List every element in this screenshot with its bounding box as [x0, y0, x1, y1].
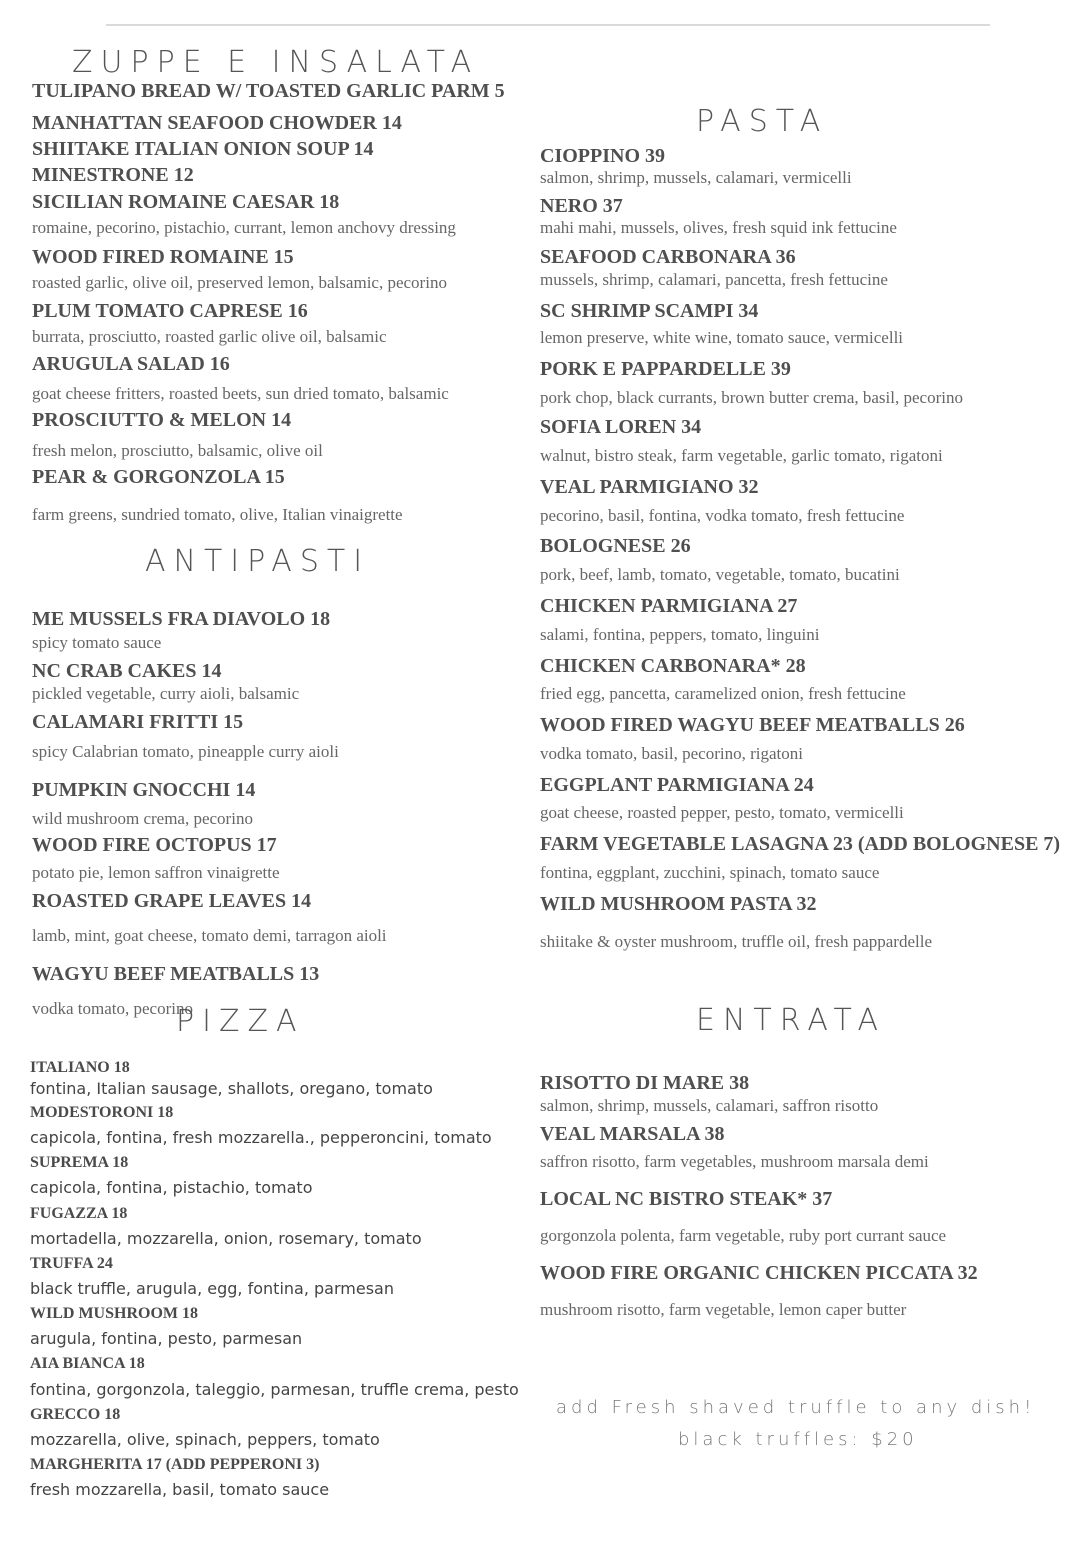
- top-divider: [106, 24, 990, 26]
- menu-item-desc: saffron risotto, farm vegetables, mushroom marsala demi: [540, 1152, 929, 1171]
- menu-item-desc: spicy Calabrian tomato, pineapple curry aioli: [32, 742, 339, 761]
- menu-item-name: PUMPKIN GNOCCHI 14: [32, 779, 256, 801]
- pizza-item-desc: arugula, fontina, pesto, parmesan: [30, 1329, 303, 1348]
- menu-item-name: PROSCIUTTO & MELON 14: [32, 409, 292, 431]
- pizza-item-name: AIA BIANCA 18: [30, 1355, 145, 1372]
- menu-item-desc: fontina, eggplant, zucchini, spinach, tomato sauce: [540, 863, 880, 882]
- section-title-entrata: ENTRATA: [696, 1003, 887, 1038]
- pizza-item-name: SUPREMA 18: [30, 1154, 129, 1171]
- menu-item-name: ME MUSSELS FRA DIAVOLO 18: [32, 608, 331, 630]
- menu-item-name: MANHATTAN SEAFOOD CHOWDER 14: [32, 112, 402, 134]
- pizza-item-desc: fontina, Italian sausage, shallots, oregano, tomato: [30, 1079, 433, 1098]
- menu-item-desc: mahi mahi, mussels, olives, fresh squid ink fettucine: [540, 218, 897, 237]
- menu-item-desc: goat cheese, roasted pepper, pesto, tomato, vermicelli: [540, 803, 904, 822]
- menu-item-name: WAGYU BEEF MEATBALLS 13: [32, 963, 320, 985]
- menu-item-name: NC CRAB CAKES 14: [32, 660, 222, 682]
- menu-item-name: ARUGULA SALAD 16: [32, 353, 230, 375]
- menu-item-desc: farm greens, sundried tomato, olive, Italian vinaigrette: [32, 505, 403, 524]
- menu-item-desc: spicy tomato sauce: [32, 633, 162, 652]
- menu-item-desc: romaine, pecorino, pistachio, currant, lemon anchovy dressing: [32, 218, 456, 237]
- menu-item-name: BOLOGNESE 26: [540, 535, 691, 557]
- menu-item-desc: salami, fontina, peppers, tomato, linguini: [540, 625, 820, 644]
- truffle-note-line2: black truffles: $20: [678, 1429, 918, 1450]
- menu-item-name: CIOPPINO 39: [540, 145, 665, 167]
- menu-item-desc: salmon, shrimp, mussels, calamari, vermicelli: [540, 168, 852, 187]
- menu-item-desc: fried egg, pancetta, caramelized onion, fresh fettucine: [540, 684, 906, 703]
- menu-item-desc: fresh melon, prosciutto, balsamic, olive oil: [32, 441, 323, 460]
- pizza-item-name: FUGAZZA 18: [30, 1205, 128, 1222]
- menu-item-name: TULIPANO BREAD W/ TOASTED GARLIC PARM 5: [32, 80, 505, 102]
- pizza-item-desc: capicola, fontina, pistachio, tomato: [30, 1178, 313, 1197]
- truffle-note-line1: add Fresh shaved truffle to any dish!: [556, 1397, 1036, 1418]
- menu-item-desc: mussels, shrimp, calamari, pancetta, fresh fettucine: [540, 270, 888, 289]
- menu-item-desc: roasted garlic, olive oil, preserved lemon, balsamic, pecorino: [32, 273, 447, 292]
- menu-item-name: PORK E PAPPARDELLE 39: [540, 358, 791, 380]
- pizza-item-desc: fontina, gorgonzola, taleggio, parmesan, truffle crema, pesto: [30, 1380, 519, 1399]
- menu-item-desc: goat cheese fritters, roasted beets, sun dried tomato, balsamic: [32, 384, 449, 403]
- menu-item-name: CHICKEN PARMIGIANA 27: [540, 595, 798, 617]
- menu-item-desc: burrata, prosciutto, roasted garlic olive oil, balsamic: [32, 327, 387, 346]
- menu-item-desc: mushroom risotto, farm vegetable, lemon caper butter: [540, 1300, 907, 1319]
- menu-item-name: SHIITAKE ITALIAN ONION SOUP 14: [32, 138, 374, 160]
- menu-item-name: ROASTED GRAPE LEAVES 14: [32, 890, 312, 912]
- section-title-antipasti: ANTIPASTI: [145, 544, 371, 579]
- menu-item-name: MINESTRONE 12: [32, 164, 194, 186]
- menu-item-name: PEAR & GORGONZOLA 15: [32, 466, 285, 488]
- menu-item-desc: wild mushroom crema, pecorino: [32, 809, 253, 828]
- menu-item-name: CALAMARI FRITTI 15: [32, 711, 244, 733]
- pizza-item-desc: black truffle, arugula, egg, fontina, parmesan: [30, 1279, 394, 1298]
- menu-item-desc: pickled vegetable, curry aioli, balsamic: [32, 684, 300, 703]
- menu-item-desc: lemon preserve, white wine, tomato sauce, vermicelli: [540, 328, 904, 347]
- menu-item-name: CHICKEN CARBONARA* 28: [540, 655, 806, 677]
- section-title-pizza: PIZZA: [176, 1004, 305, 1039]
- menu-item-name: WILD MUSHROOM PASTA 32: [540, 893, 817, 915]
- menu-item-name: WOOD FIRE OCTOPUS 17: [32, 834, 277, 856]
- pizza-item-name: TRUFFA 24: [30, 1255, 113, 1272]
- pizza-item-name: GRECCO 18: [30, 1406, 121, 1423]
- pizza-item-desc: fresh mozzarella, basil, tomato sauce: [30, 1480, 330, 1499]
- pizza-item-desc: mortadella, mozzarella, onion, rosemary, tomato: [30, 1229, 422, 1248]
- pizza-item-name: WILD MUSHROOM 18: [30, 1305, 198, 1322]
- section-title-pasta: PASTA: [696, 104, 829, 139]
- menu-item-name: LOCAL NC BISTRO STEAK* 37: [540, 1188, 833, 1210]
- menu-item-desc: pecorino, basil, fontina, vodka tomato, fresh fettucine: [540, 506, 905, 525]
- menu-item-desc: walnut, bistro steak, farm vegetable, garlic tomato, rigatoni: [540, 446, 943, 465]
- menu-item-name: SC SHRIMP SCAMPI 34: [540, 300, 759, 322]
- menu-item-desc: gorgonzola polenta, farm vegetable, ruby port currant sauce: [540, 1226, 947, 1245]
- menu-item-desc: vodka tomato, pecorino: [32, 999, 193, 1018]
- menu-item-name: PLUM TOMATO CAPRESE 16: [32, 300, 308, 322]
- menu-item-name: WOOD FIRED ROMAINE 15: [32, 246, 294, 268]
- menu-item-name: WOOD FIRE ORGANIC CHICKEN PICCATA 32: [540, 1262, 978, 1284]
- menu-item-desc: pork, beef, lamb, tomato, vegetable, tomato, bucatini: [540, 565, 900, 584]
- menu-item-name: VEAL PARMIGIANO 32: [540, 476, 759, 498]
- pizza-item-name: MODESTORONI 18: [30, 1104, 174, 1121]
- pizza-item-name: ITALIANO 18: [30, 1059, 130, 1076]
- menu-item-name: SICILIAN ROMAINE CAESAR 18: [32, 191, 340, 213]
- menu-item-desc: potato pie, lemon saffron vinaigrette: [32, 863, 280, 882]
- pizza-item-desc: capicola, fontina, fresh mozzarella., pepperoncini, tomato: [30, 1128, 492, 1147]
- menu-item-desc: vodka tomato, basil, pecorino, rigatoni: [540, 744, 803, 763]
- menu-item-name: VEAL MARSALA 38: [540, 1123, 725, 1145]
- menu-item-name: RISOTTO DI MARE 38: [540, 1072, 750, 1094]
- menu-item-desc: lamb, mint, goat cheese, tomato demi, tarragon aioli: [32, 926, 387, 945]
- pizza-item-name: MARGHERITA 17 (ADD PEPPERONI 3): [30, 1456, 320, 1473]
- menu-item-name: EGGPLANT PARMIGIANA 24: [540, 774, 814, 796]
- menu-item-name: WOOD FIRED WAGYU BEEF MEATBALLS 26: [540, 714, 965, 736]
- menu-item-name: NERO 37: [540, 195, 623, 217]
- menu-item-name: SEAFOOD CARBONARA 36: [540, 246, 796, 268]
- menu-item-desc: pork chop, black currants, brown butter crema, basil, pecorino: [540, 388, 963, 407]
- section-title-zuppe: ZUPPE E INSALATA: [72, 45, 480, 80]
- menu-item-desc: shiitake & oyster mushroom, truffle oil, fresh pappardelle: [540, 932, 933, 951]
- menu-item-desc: salmon, shrimp, mussels, calamari, saffron risotto: [540, 1096, 879, 1115]
- menu-item-name: FARM VEGETABLE LASAGNA 23 (ADD BOLOGNESE 7): [540, 833, 1061, 855]
- pizza-item-desc: mozzarella, olive, spinach, peppers, tomato: [30, 1430, 380, 1449]
- menu-item-name: SOFIA LOREN 34: [540, 416, 702, 438]
